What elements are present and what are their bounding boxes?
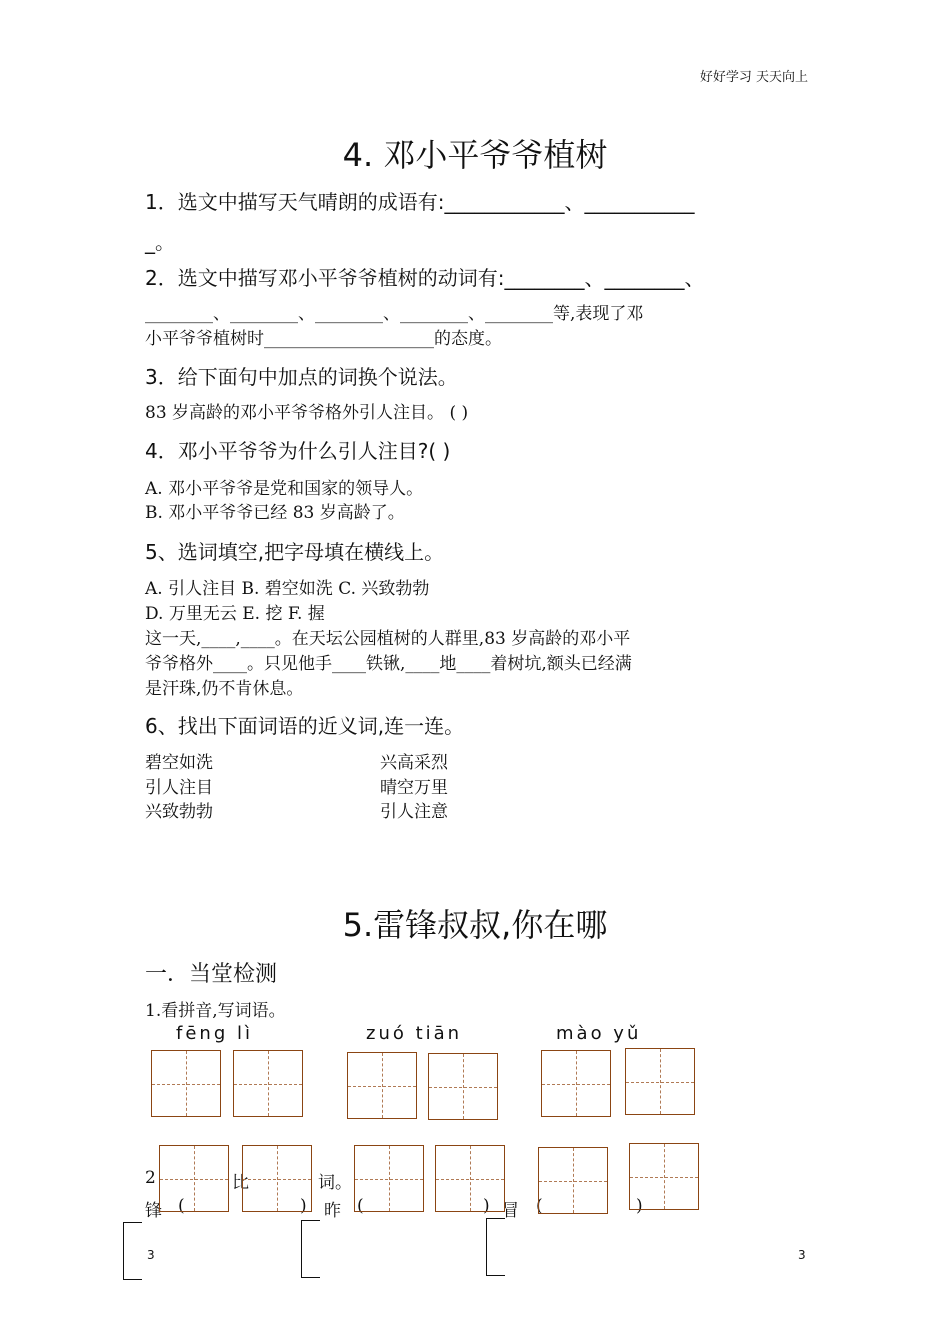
paren-close: ) xyxy=(300,1196,307,1216)
writing-grid-cell[interactable] xyxy=(159,1145,229,1212)
q1-line2: _。 xyxy=(145,230,175,254)
q4-option-b: B. 邓小平爷爷已经 83 岁高龄了。 xyxy=(145,503,405,523)
l5-q2-char-1: 锋 xyxy=(145,1201,162,1221)
bracket xyxy=(301,1220,320,1278)
q5-text-3: 是汗珠,仍不肯休息。 xyxy=(145,679,304,699)
writing-grid-cell[interactable] xyxy=(538,1147,608,1214)
q3-body: 83 岁高龄的邓小平爷爷格外引人注目。 ( ) xyxy=(145,403,469,423)
writing-grid-cell[interactable] xyxy=(151,1050,221,1117)
page-number-right: 3 xyxy=(798,1248,806,1262)
writing-grid-cell[interactable] xyxy=(347,1052,417,1119)
q2-line2: ________、________、________、________、________等,表现了邓 xyxy=(145,304,644,324)
l5-q2-fragment: 比 xyxy=(232,1173,249,1193)
q6-title: 6、找出下面词语的近义词,连一连。 xyxy=(145,714,465,738)
q5-title: 5、选词填空,把字母填在横线上。 xyxy=(145,540,445,564)
q4-option-a: A. 邓小平爷爷是党和国家的领导人。 xyxy=(145,479,424,499)
writing-grid-cell[interactable] xyxy=(435,1145,505,1212)
paren-close: ) xyxy=(483,1196,490,1216)
q2-line3: 小平爷爷植树时____________________的态度。 xyxy=(145,329,502,349)
q5-text-1: 这一天,____,____。在天坛公园植树的人群里,83 岁高龄的邓小平 xyxy=(145,629,631,649)
paren-close: ) xyxy=(636,1196,643,1216)
q6-left-2: 引人注目 xyxy=(145,778,213,798)
l5-q2-number: 2 xyxy=(145,1168,156,1188)
writing-grid-cell[interactable] xyxy=(541,1050,611,1117)
lesson5-title: 5.雷锋叔叔,你在哪 xyxy=(342,906,608,944)
q4-title: 4．邓小平爷爷为什么引人注目?( ) xyxy=(145,439,451,463)
paren-open: ( xyxy=(536,1196,543,1216)
q6-left-1: 碧空如洗 xyxy=(145,753,213,773)
q5-text-2: 爷爷格外____。只见他手____铁锹,____地____着树坑,额头已经满 xyxy=(145,654,632,674)
writing-grid-cell[interactable] xyxy=(354,1145,424,1212)
q6-right-3: 引人注意 xyxy=(380,802,448,822)
pinyin-3: mào yǔ xyxy=(556,1023,642,1044)
l5-q1: 1.看拼音,写词语。 xyxy=(145,1001,286,1021)
writing-grid-cell[interactable] xyxy=(233,1050,303,1117)
writing-grid-cell[interactable] xyxy=(625,1048,695,1115)
writing-grid-cell[interactable] xyxy=(629,1143,699,1210)
page-number-left: 3 xyxy=(147,1248,155,1262)
pinyin-1: fēng lì xyxy=(176,1023,253,1044)
section-heading: 一．当堂检测 xyxy=(145,962,278,987)
bracket xyxy=(123,1222,142,1280)
l5-q2-char-3: 冒 xyxy=(502,1201,519,1221)
writing-grid-cell[interactable] xyxy=(428,1053,498,1120)
l5-q2-char-2: 昨 xyxy=(324,1201,341,1221)
l5-q2-fragment-2: 词。 xyxy=(318,1173,352,1193)
q3-title: 3．给下面句中加点的词换个说法。 xyxy=(145,365,458,389)
q6-left-3: 兴致勃勃 xyxy=(145,802,213,822)
q6-right-1: 兴高采烈 xyxy=(380,753,448,773)
page-header: 好好学习 天天向上 xyxy=(699,70,808,85)
pinyin-2: zuó tiān xyxy=(366,1023,463,1044)
q6-right-2: 晴空万里 xyxy=(380,778,448,798)
lesson4-title: 4. 邓小平爷爷植树 xyxy=(342,136,608,174)
bracket xyxy=(486,1218,505,1276)
q5-options-1: A. 引人注目 B. 碧空如洗 C. 兴致勃勃 xyxy=(145,579,430,599)
q1-line1: 1．选文中描写天气晴朗的成语有:____________、___________ xyxy=(145,190,695,214)
q2-line1: 2．选文中描写邓小平爷爷植树的动词有:________、________、 xyxy=(145,266,705,290)
paren-open: ( xyxy=(357,1196,364,1216)
q5-options-2: D. 万里无云 E. 挖 F. 握 xyxy=(145,604,325,624)
paren-open: ( xyxy=(178,1196,185,1216)
writing-grid-cell[interactable] xyxy=(242,1145,312,1212)
